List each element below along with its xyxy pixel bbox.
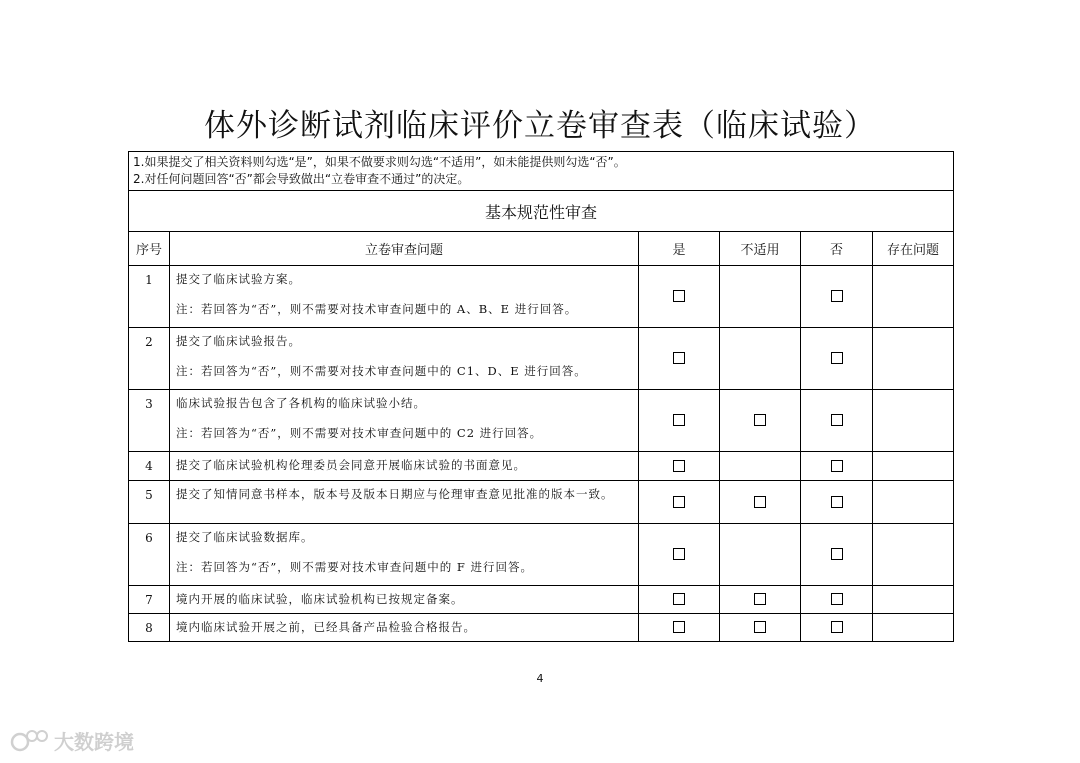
yes-cell [639,390,720,452]
header-row [129,232,954,266]
question-text: 提交了知情同意书样本，版本号及版本日期应与伦理审查意见批准的版本一致。 [176,487,614,501]
col-header-issue: 存在问题 [873,232,954,266]
question-text: 提交了临床试验机构伦理委员会同意开展临床试验的书面意见。 [176,458,526,472]
yes-checkbox[interactable] [673,621,685,633]
instructions-cell [129,152,954,191]
yes-checkbox[interactable] [673,593,685,605]
yes-cell [639,586,720,614]
instruction-1: 1.如果提交了相关资料则勾选“是”，如果不做要求则勾选“不适用”，如未能提供则勾选“否”。 [133,155,626,169]
na-cell [720,266,801,328]
col-header-na: 不适用 [720,232,801,266]
yes-cell [639,481,720,524]
row-question [170,586,639,614]
no-checkbox[interactable] [831,548,843,560]
yes-cell [639,614,720,642]
table-row [129,390,954,452]
yes-cell [639,524,720,586]
row-number: 7 [129,586,170,614]
no-checkbox[interactable] [831,290,843,302]
question-note: 注：若回答为“否”，则不需要对技术审查问题中的 F 进行回答。 [176,560,534,574]
no-cell [801,524,873,586]
row-number: 1 [129,266,170,328]
no-cell [801,390,873,452]
row-question [170,452,639,481]
na-checkbox[interactable] [754,496,766,508]
no-cell [801,481,873,524]
table-row [129,328,954,390]
no-checkbox[interactable] [831,352,843,364]
na-cell [720,328,801,390]
issue-cell[interactable] [873,586,954,614]
review-table [128,151,954,642]
na-checkbox[interactable] [754,593,766,605]
row-number: 3 [129,390,170,452]
row-question [170,614,639,642]
row-question [170,524,639,586]
no-cell [801,614,873,642]
issue-cell[interactable] [873,328,954,390]
yes-checkbox[interactable] [673,290,685,302]
issue-cell[interactable] [873,614,954,642]
na-checkbox[interactable] [754,414,766,426]
issue-cell[interactable] [873,452,954,481]
question-text: 提交了临床试验报告。 [176,334,301,348]
yes-checkbox[interactable] [673,460,685,472]
page-number: 4 [536,672,544,685]
row-number: 2 [129,328,170,390]
yes-checkbox[interactable] [673,496,685,508]
row-question [170,266,639,328]
yes-cell [639,328,720,390]
yes-checkbox[interactable] [673,352,685,364]
row-number: 4 [129,452,170,481]
no-checkbox[interactable] [831,496,843,508]
issue-cell[interactable] [873,481,954,524]
question-text: 临床试验报告包含了各机构的临床试验小结。 [176,396,426,410]
row-question [170,328,639,390]
na-cell [720,390,801,452]
watermark [10,726,134,755]
question-note: 注：若回答为“否”，则不需要对技术审查问题中的 A、B、E 进行回答。 [176,302,578,316]
row-number: 6 [129,524,170,586]
row-number: 5 [129,481,170,524]
na-checkbox[interactable] [754,621,766,633]
instruction-2: 2.对任何问题回答“否”都会导致做出“立卷审查不通过”的决定。 [133,172,470,186]
watermark-text: 大数跨境 [54,730,134,754]
na-cell [720,481,801,524]
watermark-logo-icon [10,728,50,754]
question-note: 注：若回答为“否”，则不需要对技术审查问题中的 C1、D、E 进行回答。 [176,364,587,378]
yes-checkbox[interactable] [673,548,685,560]
na-cell [720,524,801,586]
no-cell [801,266,873,328]
no-checkbox[interactable] [831,621,843,633]
na-cell [720,614,801,642]
na-cell [720,586,801,614]
col-header-no: 序号 [129,232,170,266]
yes-checkbox[interactable] [673,414,685,426]
no-checkbox[interactable] [831,593,843,605]
table-row [129,452,954,481]
yes-cell [639,452,720,481]
col-header-question: 立卷审查问题 [170,232,639,266]
no-cell [801,586,873,614]
no-checkbox[interactable] [831,460,843,472]
table-row [129,481,954,524]
col-header-no-answer: 否 [801,232,873,266]
question-text: 提交了临床试验数据库。 [176,530,314,544]
table-row [129,524,954,586]
issue-cell[interactable] [873,390,954,452]
issue-cell[interactable] [873,524,954,586]
section-title: 基本规范性审查 [129,191,954,232]
na-cell [720,452,801,481]
page-title: 体外诊断试剂临床评价立卷审查表（临床试验） [204,108,876,144]
no-checkbox[interactable] [831,414,843,426]
question-note: 注：若回答为“否”，则不需要对技术审查问题中的 C2 进行回答。 [176,426,543,440]
table-row [129,266,954,328]
no-cell [801,452,873,481]
row-question [170,390,639,452]
question-text: 境内临床试验开展之前，已经具备产品检验合格报告。 [176,620,476,634]
issue-cell[interactable] [873,266,954,328]
table-row [129,614,954,642]
col-header-yes: 是 [639,232,720,266]
question-text: 提交了临床试验方案。 [176,272,301,286]
row-number: 8 [129,614,170,642]
table-row [129,586,954,614]
question-text: 境内开展的临床试验，临床试验机构已按规定备案。 [176,592,464,606]
yes-cell [639,266,720,328]
row-question [170,481,639,524]
no-cell [801,328,873,390]
